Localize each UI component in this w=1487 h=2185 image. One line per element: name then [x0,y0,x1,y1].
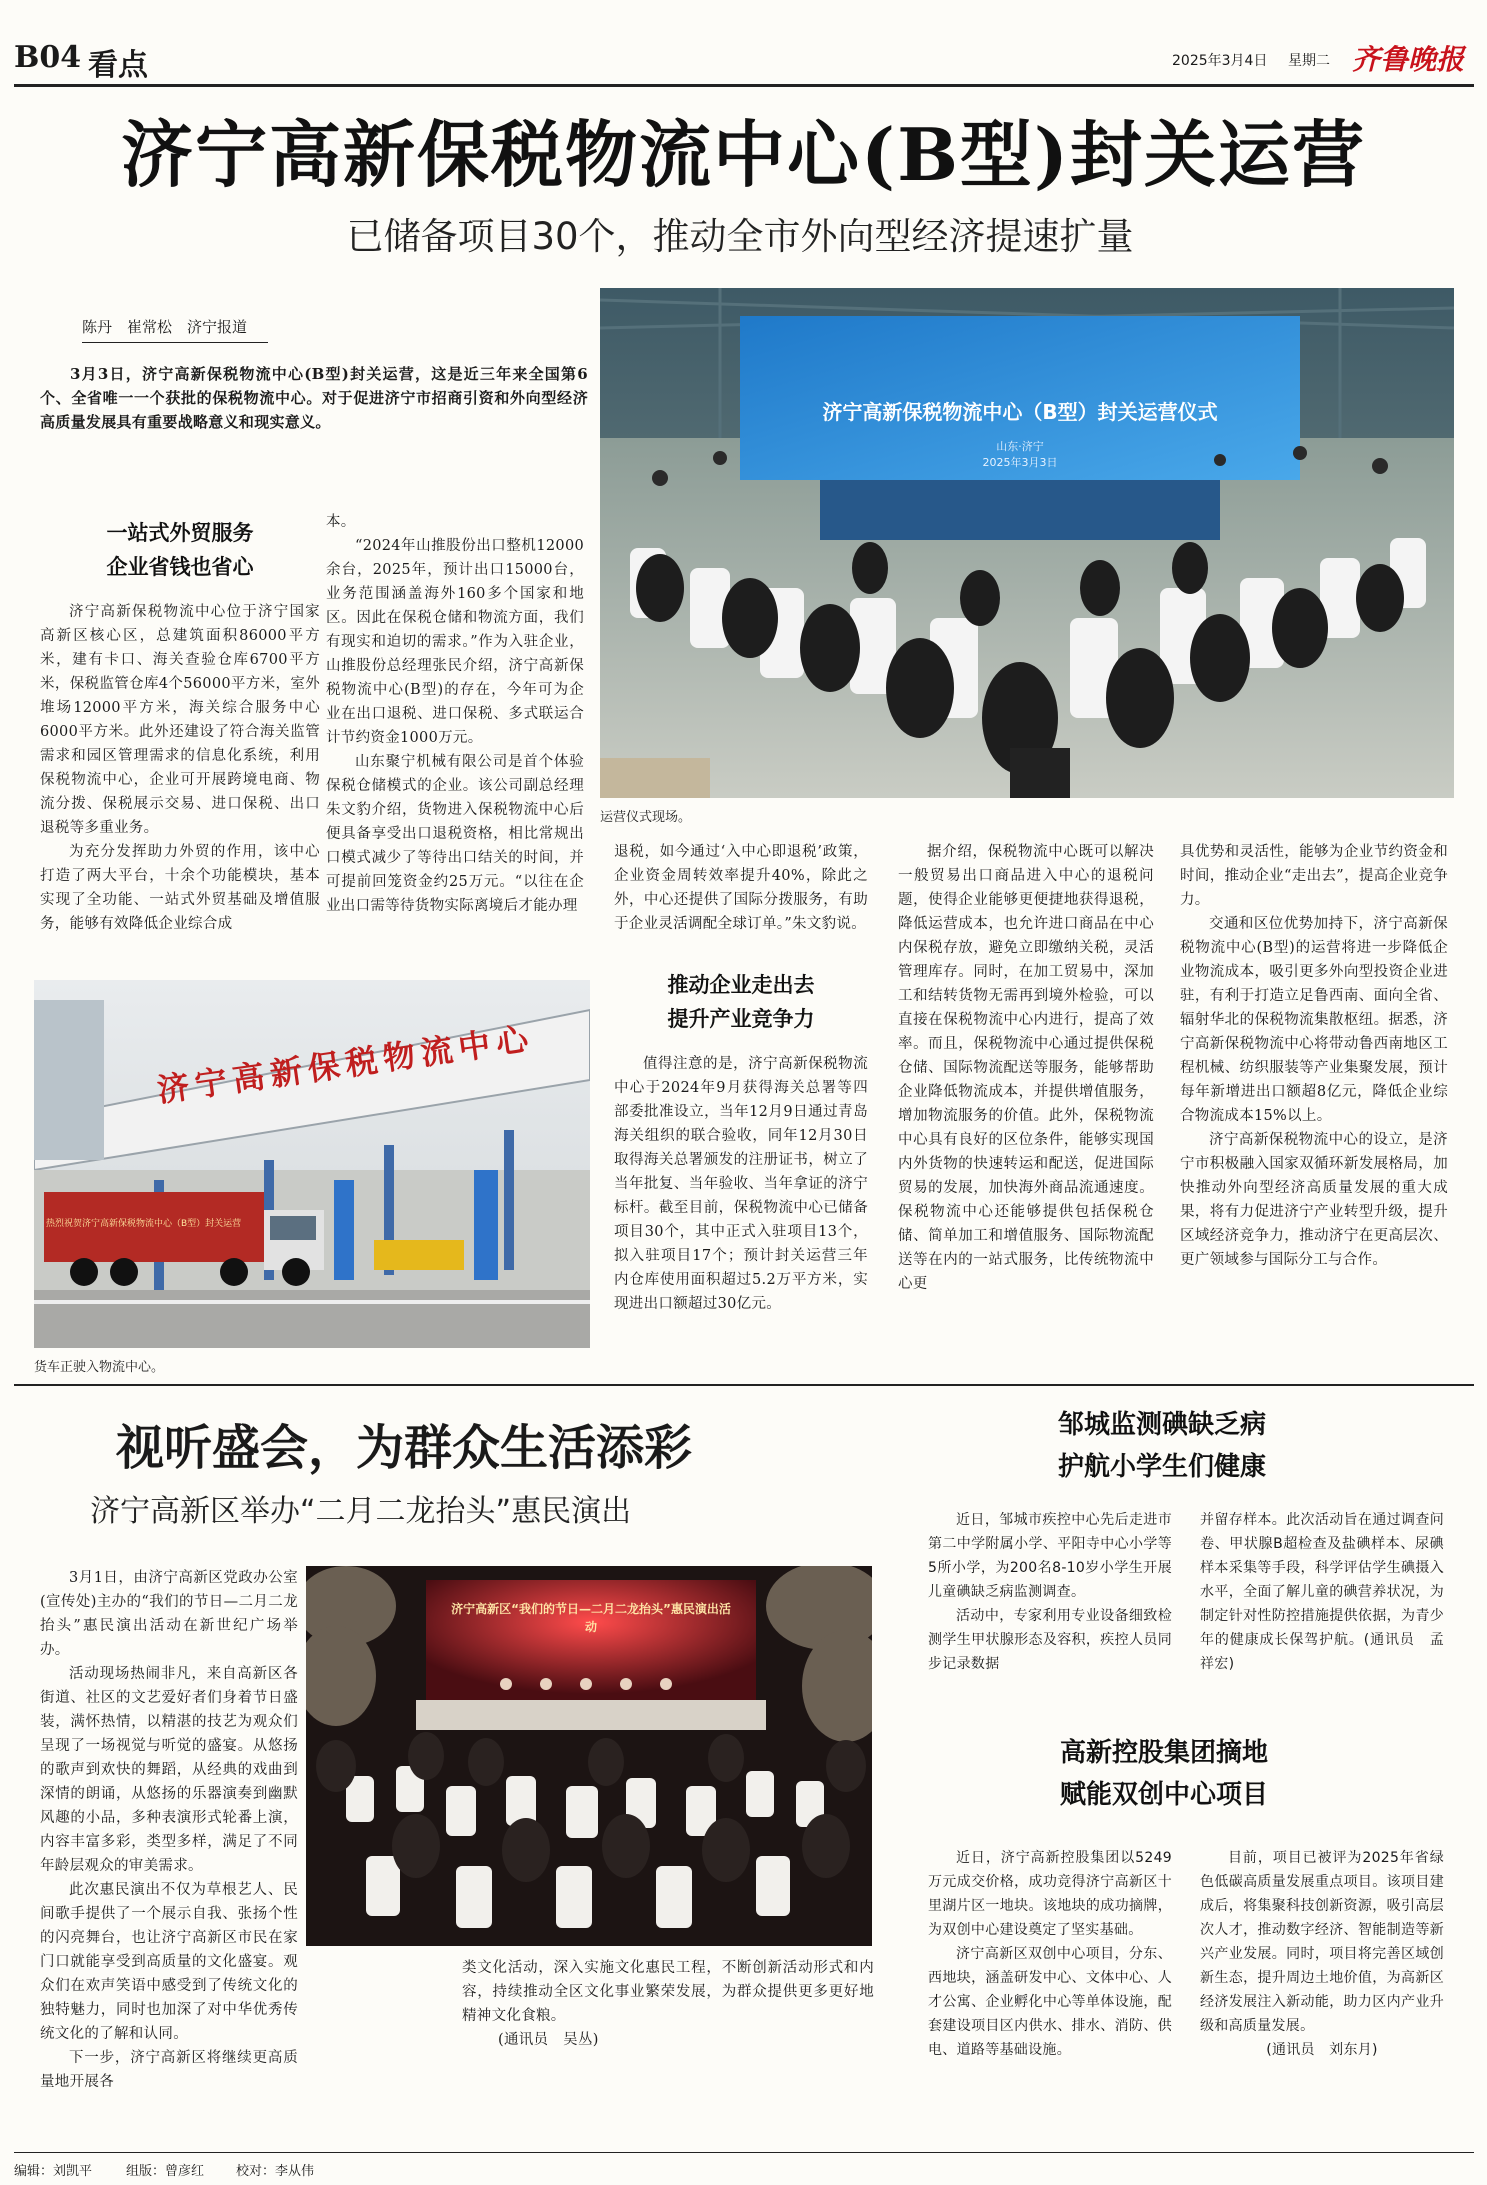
subhead-1 [40,516,320,584]
story4-credit: (通讯员 刘东月) [1266,2042,1378,2058]
story2-col1 [40,1566,298,2094]
lead-col5-p3: 济宁高新保税物流中心的设立，是济宁市积极融入国家双循环新发展格局，加快推动外向型经济高质量发展的重大成果，将有力促进济宁产业转型升级，提升区域经济竞争力，推动济宁在更高层次、更广领域参与国际分工与合作。 [1180,1132,1448,1268]
ceremony-photo [600,288,1454,798]
story3-col1 [928,1508,1172,1676]
lead-col4 [898,840,1154,1296]
lead-headline: 济宁高新保税物流中心(B型)封关运营 [121,112,1366,197]
performance-photo [306,1566,872,1946]
story3-col2 [1200,1508,1444,1676]
logistics-gate-sign: 济宁高新保税物流中心 [154,1019,537,1110]
story3-p1: 近日，邹城市疾控中心先后走进市第二中学附属小学、平阳寺中心小学等5所小学，为200名8-10岁小学生开展儿童碘缺乏病监测调查。 [928,1512,1172,1600]
page-number: B04 [14,40,82,75]
story2-credit: (通讯员 吴丛) [498,2032,599,2048]
lead-subhead: 已储备项目30个，推动全市外向型经济提速扩量 [346,215,1134,258]
footer-rule [14,2152,1474,2153]
ceremony-screen-title: 济宁高新保税物流中心（B型）封关运营仪式 [822,400,1218,424]
section-divider [14,1384,1474,1386]
intro-paragraph: 3月3日，济宁高新保税物流中心(B型)封关运营，这是近三年来全国第6个、全省唯一一个获批的保税物流中心。对于促进济宁市招商引资和外向型经济高质量发展具有重要战略意义和现实意义。 [40,365,588,431]
subhead-1-line2: 企业省钱也省心 [106,555,254,579]
story3-p2: 活动中，专家利用专业设备细致检测学生甲状腺形态及容积，疾控人员同步记录数据 [928,1608,1172,1672]
issue-weekday: 星期二 [1288,53,1330,69]
lead-col3a [614,840,868,936]
ceremony-screen-date: 2025年3月3日 [982,456,1058,469]
header-rule [14,84,1474,87]
story4-headline-line2: 赋能双创中心项目 [1060,1780,1269,1810]
story2-tail [462,1956,874,2052]
lead-col1 [40,600,320,936]
newspaper-logo: 齐鲁晚报 [1352,43,1465,76]
story4-col1 [928,1846,1172,2062]
subhead-2-line1: 推动企业走出去 [667,973,815,997]
logistics-gate-caption: 货车正驶入物流中心。 [34,1360,165,1375]
lead-col5-p2: 交通和区位优势加持下，济宁高新保税物流中心(B型)的运营将进一步降低企业物流成本，吸引更多外向型投资企业进驻，有利于打造立足鲁西南、面向全省、辐射华北的保税物流集散枢纽。据悉，济宁高新保税物流中心将带动鲁西南地区工程机械、纺织服装等产业集聚发展，预计每年新增进出口额超8亿元，降低企业综合物流成本15%以上。 [1180,916,1448,1124]
byline-rule [82,342,268,343]
lead-col2-cont: 本。 [326,514,356,530]
story3-p3: 并留存样本。此次活动旨在通过调查问卷、甲状腺B超检查及盐碘样本、尿碘样本采集等手段，科学评估学生碘摄入水平，全面了解儿童的碘营养状况，为制定针对性防控措施提供依据，为青少年的健康成长保驾护航。(通讯员 孟祥宏) [1200,1512,1444,1672]
subhead-2-line2: 提升产业竞争力 [667,1007,815,1031]
story2-p2: 活动现场热闹非凡，来自高新区各街道、社区的文艺爱好者们身着节日盛装，满怀热情，以精湛的技艺为观众们呈现了一场视觉与听觉的盛宴。从悠扬的歌声到欢快的舞蹈，从经典的戏曲到深情的朗诵，从悠扬的乐器演奏到幽默风趣的小品，多种表演形式轮番上演，内容丰富多彩，类型多样，满足了不同年龄层观众的审美需求。 [40,1666,298,1874]
lead-col4-p1: 据介绍，保税物流中心既可以解决一般贸易出口商品进入中心的退税问题，使得企业能够更便捷地获得退税，降低运营成本，也允许进口商品在中心内保税存放，避免立即缴纳关税，灵活管理库存。同时，在加工贸易中，深加工和结转货物无需再到境外检验，可以直接在保税物流中心内进行，提高了效率。而且，保税物流中心通过提供保税仓储、国际物流配送等服务，能够帮助企业降低物流成本，并提供增值服务，增加物流服务的价值。此外，保税物流中心具有良好的区位条件，能够实现国内外货物的快速转运和配送，促进国际贸易的发展，加快海外商品流通速度。保税物流中心还能够提供包括保税仓储、简单加工和增值服务、国际物流配送等在内的一站式服务，比传统物流中心更 [898,844,1154,1292]
story3-headline-line1: 邹城监测碘缺乏病 [1058,1410,1267,1440]
truck-banner: 热烈祝贺济宁高新保税物流中心（B型）封关运营 [46,1219,242,1229]
story2-subhead: 济宁高新区举办“二月二龙抬头”惠民演出 [90,1494,632,1529]
lead-col2-p1: “2024年山推股份出口整机12000余台，2025年，预计出口15000台，业务范围涵盖海外160多个国家和地区。因此在保税仓储和物流方面，我们有现实和迫切的需求。”作为入驻企业，山推股份总经理张民介绍，济宁高新保税物流中心(B型)的存在，今年可为企业在出口退税、进口保税、多式联运合计节约资金1000万元。 [326,538,584,746]
lead-col3-p1: 退税，如今通过‘入中心即退税’政策，企业资金周转效率提升40%，除此之外，中心还提供了国际分拨服务，有助于企业灵活调配全球订单。”朱文豹说。 [614,844,868,932]
ceremony-caption: 运营仪式现场。 [600,810,692,825]
subhead-1-line1: 一站式外贸服务 [106,521,254,545]
story2-p4: 下一步，济宁高新区将继续更高质量地开展各 [40,2050,298,2090]
story2-p1: 3月1日，由济宁高新区党政办公室(宣传处)主办的“我们的节日—二月二龙抬头”惠民演出活动在新世纪广场举办。 [40,1570,298,1658]
issue-date: 2025年3月4日 [1172,53,1268,69]
lead-intro [40,362,588,434]
lead-col3-p2: 值得注意的是，济宁高新保税物流中心于2024年9月获得海关总署等四部委批准设立，当年12月9日通过青岛海关组织的联合验收，同年12月30日取得海关总署颁发的注册证书，树立了当年批复、当年验收、当年拿证的济宁标杆。截至目前，保税物流中心已储备项目30个，其中正式入驻项目13个，拟入驻项目17个；预计封关运营三年内仓库使用面积超过5.2万平方米，实现进出口额超过30亿元。 [614,1056,868,1312]
subhead-2 [614,968,868,1036]
story4-headline [1060,1732,1268,1816]
lead-col2-p2: 山东聚宁机械有限公司是首个体验保税仓储模式的企业。该公司副总经理朱文豹介绍，货物进入保税物流中心后便具备享受出口退税资格，相比常规出口模式减少了等待出口结关的时间，并可提前回笼资金约25万元。“以往在企业出口需等待货物实际离境后才能办理 [326,754,584,914]
story3-headline-line2: 护航小学生们健康 [1058,1452,1267,1482]
lead-col1-p1: 济宁高新保税物流中心位于济宁国家高新区核心区，总建筑面积86000平方米，建有卡口、海关查验仓库6700平方米，保税监管仓库4个56000平方米，室外堆场12000平方米，海关综合服务中心6000平方米。此外还建设了符合海关监管需求和园区管理需求的信息化系统，利用保税物流中心，企业可开展跨境电商、物流分拨、保税展示交易、进口保税、出口退税等多重业务。 [40,604,320,836]
story2-headline: 视听盛会，为群众生活添彩 [116,1420,693,1476]
story2-tail-text: 类文化活动，深入实施文化惠民工程，不断创新活动形式和内容，持续推动全区文化事业繁荣发展，为群众提供更多更好地精神文化食粮。 [462,1960,874,2024]
story2-p3: 此次惠民演出不仅为草根艺人、民间歌手提供了一个展示自我、张扬个性的闪亮舞台，也让济宁高新区市民在家门口就能享受到高质量的文化盛宴。观众们在欢声笑语中感受到了传统文化的独特魅力，同时也加深了对中华优秀传统文化的了解和认同。 [40,1882,298,2042]
story4-col2 [1200,1846,1444,2062]
section-name: 看点 [88,48,148,83]
lead-col1-p2: 为充分发挥助力外贸的作用，该中心打造了两大平台，十余个功能模块，基本实现了全功能、一站式外贸基础及增值服务，能够有效降低企业综合成 [40,844,320,932]
ceremony-screen-place: 山东·济宁 [996,440,1044,453]
footer-proof: 校对：李从伟 [236,2164,315,2179]
story4-p1: 近日，济宁高新控股集团以5249万元成交价格，成功竞得济宁高新区十里湖片区一地块。该地块的成功摘牌，为双创中心建设奠定了坚实基础。 [928,1850,1172,1938]
lead-col2 [326,510,584,918]
story4-p2: 济宁高新区双创中心项目，分东、西地块，涵盖研发中心、文体中心、人才公寓、企业孵化中心等单体设施，配套建设项目区内供水、排水、消防、供电、道路等基础设施。 [928,1946,1172,2058]
logistics-gate-photo [34,980,590,1348]
footer-editor: 编辑：刘凯平 [14,2164,93,2179]
lead-col5-p1: 具优势和灵活性，能够为企业节约资金和时间，推动企业“走出去”，提高企业竞争力。 [1180,844,1448,908]
byline: 陈丹 崔常松 济宁报道 [82,318,248,336]
story3-headline [1058,1404,1266,1488]
story4-p3: 目前，项目已被评为2025年省绿色低碳高质量发展重点项目。该项目建成后，将集聚科技创新资源，吸引高层次人才，推动数字经济、智能制造等新兴产业发展。同时，项目将完善区域创新生态，提升周边土地价值，为高新区经济发展注入新动能，助力区内产业升级和高质量发展。 [1200,1850,1444,2034]
story4-headline-line1: 高新控股集团摘地 [1060,1738,1269,1768]
footer-layout: 组版：曾彦红 [126,2164,205,2179]
performance-banner: 济宁高新区“我们的节日—二月二龙抬头”惠民演出活动 [451,1602,731,1634]
lead-col3b [614,1052,868,1316]
lead-col5 [1180,840,1448,1272]
